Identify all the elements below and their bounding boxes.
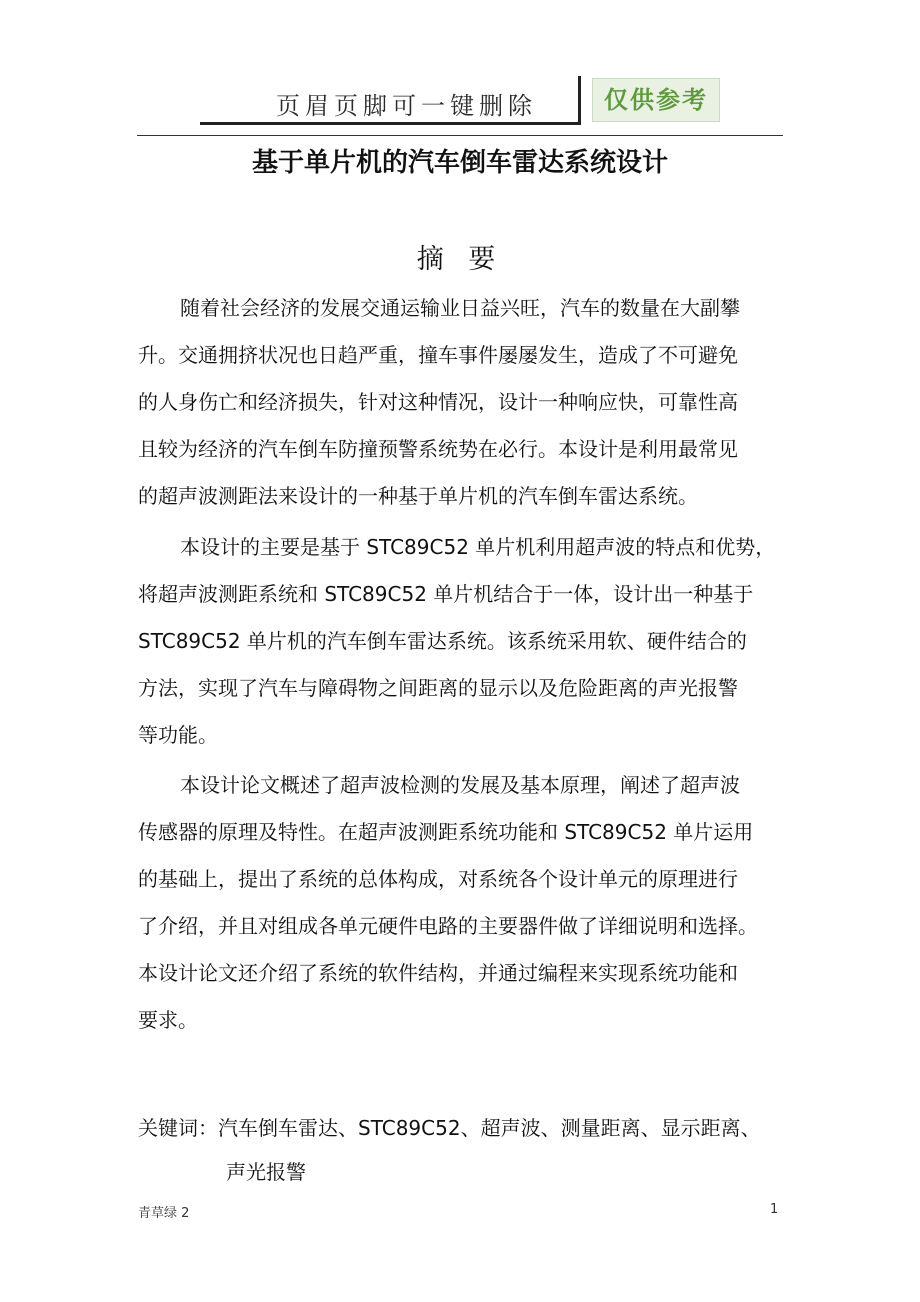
keywords-block: [138, 1106, 798, 1194]
reference-only-stamp: 仅供参考: [592, 78, 720, 122]
abstract-paragraph-1: [138, 285, 788, 520]
abstract-heading: 摘 要: [416, 244, 504, 275]
paragraph-line: 传感器的原理及特性。在超声波测距系统功能和 STC89C52 单片运用: [138, 820, 754, 844]
header-banner-text: 页眉页脚可一键删除: [276, 92, 537, 120]
paragraph-line: 要求。: [138, 1008, 198, 1032]
paragraph-line: 等功能。: [138, 723, 218, 747]
header-underline: [200, 122, 580, 125]
header-divider: [578, 76, 581, 125]
paragraph-line: 将超声波测距系统和 STC89C52 单片机结合于一体，设计出一种基于: [138, 582, 754, 606]
header-rule: [137, 135, 783, 136]
footer-left-text: 青草绿 2: [138, 1206, 190, 1221]
paragraph-line: 本设计论文概述了超声波检测的发展及基本原理，阐述了超声波: [180, 773, 740, 797]
paragraph-line: 本设计论文还介绍了系统的软件结构，并通过编程来实现系统功能和: [138, 961, 738, 985]
paragraph-line: 升。交通拥挤状况也日趋严重，撞车事件屡屡发生，造成了不可避免: [138, 343, 738, 367]
page-number: 1: [770, 1202, 779, 1217]
document-title: 基于单片机的汽车倒车雷达系统设计: [251, 148, 668, 178]
paragraph-line: 的人身伤亡和经济损失，针对这种情况，设计一种响应快，可靠性高: [138, 390, 738, 414]
header-banner: [200, 76, 720, 126]
keywords-label: 关键词：: [138, 1116, 218, 1140]
paragraph-line: 方法，实现了汽车与障碍物之间距离的显示以及危险距离的声光报警: [138, 676, 738, 700]
keywords-line-2: 声光报警: [226, 1160, 306, 1184]
paragraph-line: 随着社会经济的发展交通运输业日益兴旺，汽车的数量在大副攀: [180, 296, 740, 320]
paragraph-line: 且较为经济的汽车倒车防撞预警系统势在必行。本设计是利用最常见: [138, 437, 738, 461]
paragraph-line: 本设计的主要是基于 STC89C52 单片机利用超声波的特点和优势，: [180, 535, 776, 559]
abstract-paragraph-3: [138, 762, 788, 1044]
keywords-line-1: 汽车倒车雷达、STC89C52、超声波、测量距离、显示距离、: [218, 1116, 761, 1140]
paragraph-line: 了介绍，并且对组成各单元硬件电路的主要器件做了详细说明和选择。: [138, 914, 758, 938]
paragraph-line: STC89C52 单片机的汽车倒车雷达系统。该系统采用软、硬件结合的: [138, 629, 747, 653]
abstract-paragraph-2: [138, 524, 788, 759]
paragraph-line: 的超声波测距法来设计的一种基于单片机的汽车倒车雷达系统。: [138, 484, 698, 508]
paragraph-line: 的基础上，提出了系统的总体构成，对系统各个设计单元的原理进行: [138, 867, 738, 891]
